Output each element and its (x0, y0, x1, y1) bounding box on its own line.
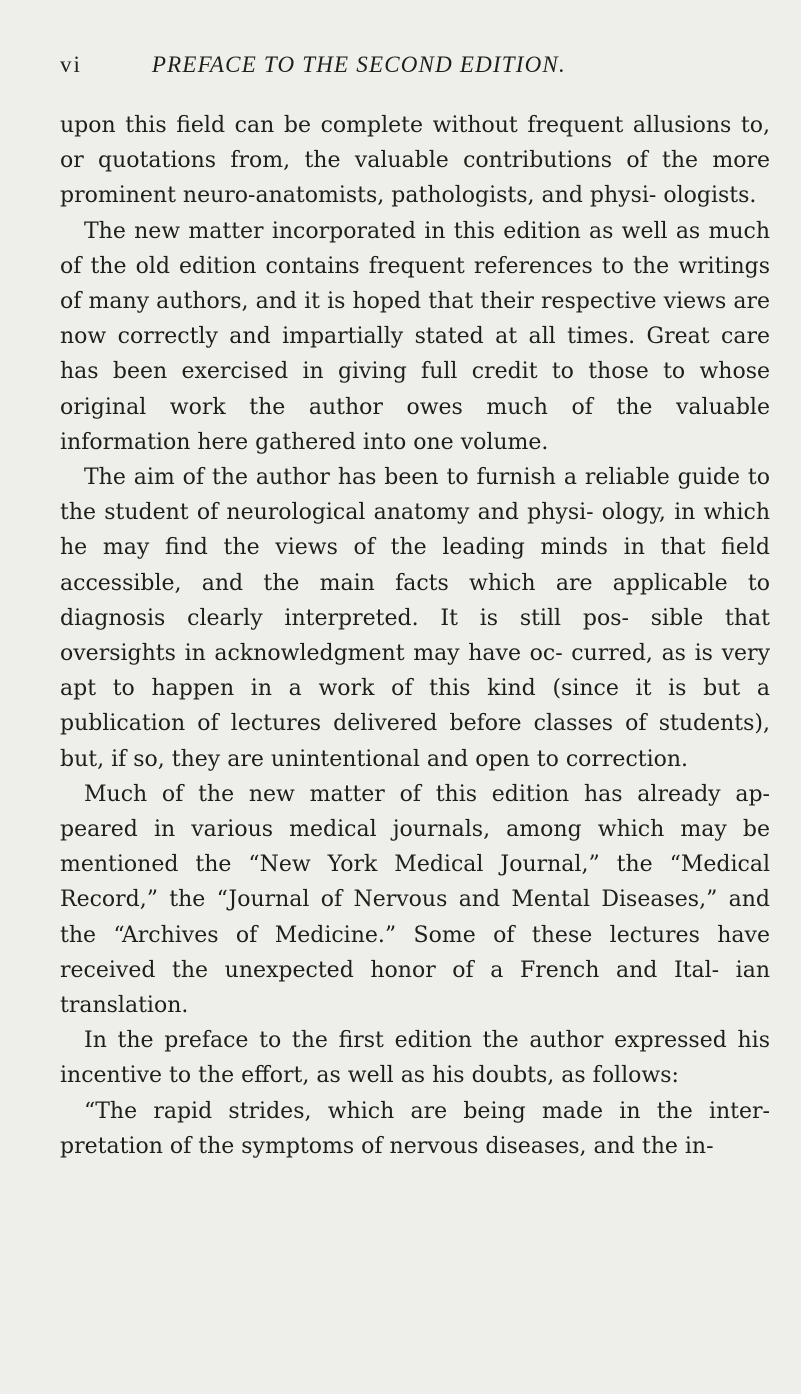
paragraph-aim: The aim of the author has been to furnish a reliable guide to the student of neurological anatomy and physi- ology, in which he may find the views of the leading minds in that field accessible, and the main facts which are applicable to diagnosis clearly interpreted. It is still pos- sible that oversights in acknowledgment may have oc- curred, as is very apt to happen in a work of this kind (since it is but a publication of lectures delivered before classes of students), but, if so, they are unintentional and open to correction. (60, 465, 770, 772)
page-header (60, 40, 761, 90)
page-number: vi (60, 52, 82, 77)
paragraph-journals: Much of the new matter of this edition has already ap- peared in various medical journals, among which may be mentioned the “New York Medical Journal,” the “Medical Record,” the “Journal of Nervous and Mental Diseases,” and the “Archives of Medicine.” Some of these lectures have received the unexpected honor of a French and Ital- ian translation. (60, 781, 770, 1019)
paragraph-first-preface: In the preface to the first edition the author expressed his incentive to the effort, as well as his doubts, as follows: (60, 1028, 770, 1089)
paragraph-continuation: upon this field can be complete without frequent allusions to, or quotations from, the valuable contributions of the more prominent neuro-anatomists, pathologists, and physi- ologists. (60, 113, 770, 209)
running-head: PREFACE TO THE SECOND EDITION. (151, 52, 566, 77)
body-text (60, 108, 770, 1164)
paragraph-quotation: “The rapid strides, which are being made in the inter- pretation of the symptoms of nervous diseases, and the in- (60, 1098, 770, 1159)
paragraph-new-matter: The new matter incorporated in this edition as well as much of the old edition contains frequent references to the writings of many authors, and it is hoped that their respective views are now correctly and impartially stated at all times. Great care has been exercised in giving full credit to those to whose original work the author owes much of the valuable information here gathered into one volume. (60, 218, 770, 455)
